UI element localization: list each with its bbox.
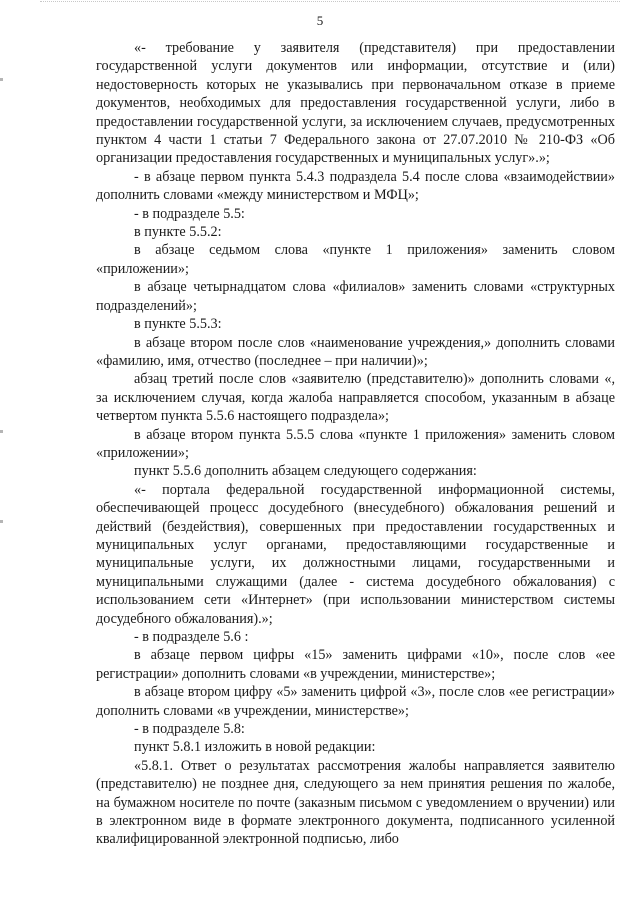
paragraph: в пункте 5.5.2:	[134, 224, 222, 241]
paragraph: в абзаце седьмом слова «пункте 1 приложения» заменить словом «приложении»;	[96, 242, 615, 277]
document-body	[96, 39, 615, 849]
paragraph: - в подразделе 5.6 :	[134, 629, 249, 645]
paragraph: абзац третий после слов «заявителю (представителю)» дополнить словами «, за исключением случая, когда жалоба направляется способом, указанным в абзаце четвертом пункта 5.5.6 настоящего подраздела»;	[96, 371, 615, 425]
binding-mark	[0, 520, 3, 523]
paragraph: - в абзаце первом пункта 5.4.3 подраздела 5.4 после слова «взаимодействии» дополнить словами «между министерством и МФЦ»;	[96, 168, 615, 204]
paragraph: - в подразделе 5.5:	[134, 205, 245, 222]
paragraph: в абзаце втором цифру «5» заменить цифрой «3», после слов «ее регистрации» дополнить словами «в учреждении, министерстве»;	[96, 684, 615, 719]
paragraph: «- портала федеральной государственной информационной системы, обеспечивающей процесс досудебного (внесудебного) обжалования решений и действий (бездействия), совершенных при предоставлении государственных и муниципальных услуг органами, предоставляющими государственные и муниципальные услуги, их должностными лицами, государственными и муниципальными служащими (далее - система досудебного обжалования) с использованием сети «Интернет» (при использовании министерством системы досудебного обжалования).»;	[96, 481, 615, 627]
paragraph: пункт 5.8.1 изложить в новой редакции:	[134, 739, 376, 756]
paragraph: пункт 5.5.6 дополнить абзацем следующего содержания:	[134, 463, 477, 480]
paragraph: в абзаце втором после слов «наименование учреждения,» дополнить словами «фамилию, имя, отчество (последнее – при наличии)»;	[96, 334, 615, 369]
paragraph: - в подразделе 5.8:	[134, 721, 245, 738]
paragraph: «5.8.1. Ответ о результатах рассмотрения жалобы направляется заявителю (представителю) не позднее дня, следующего за нем принятия решения по жалобе, на бумажном носителе по почте (заказным письмом с уведомлением о вручении) или в электронном виде в формате электронного документа, подписанного усиленной квалифицированной электронной подписью, либо	[96, 757, 615, 848]
paragraph: в абзаце четырнадцатом слова «филиалов» заменить словами «структурных подразделений»;	[96, 279, 615, 314]
paragraph: в пункте 5.5.3:	[134, 316, 222, 333]
page-number: 5	[316, 13, 324, 28]
scan-edge-dots	[40, 1, 620, 3]
paragraph: в абзаце первом цифры «15» заменить цифрами «10», после слов «ее регистрации» дополнить словами «в учреждении, министерстве»;	[96, 647, 615, 682]
binding-mark	[0, 78, 3, 81]
paragraph: в абзаце втором пункта 5.5.5 слова «пункте 1 приложения» заменить словом «приложении»;	[96, 426, 615, 461]
paragraph: «- требование у заявителя (представителя) при предоставлении государственной услуги документов или информации, отсутствие и (или) недостоверность которых не указывались при первоначальном отказе в приеме документов, необходимых для предоставления государственной услуги, либо в предоставлении государственной услуги, за исключением случаев, предусмотренных пунктом 4 части 1 статьи 7 Федерального закона от 27.07.2010 № 210-ФЗ «Об организации предоставления государственных и муниципальных услуг».»;	[96, 40, 615, 167]
binding-mark	[0, 430, 3, 433]
